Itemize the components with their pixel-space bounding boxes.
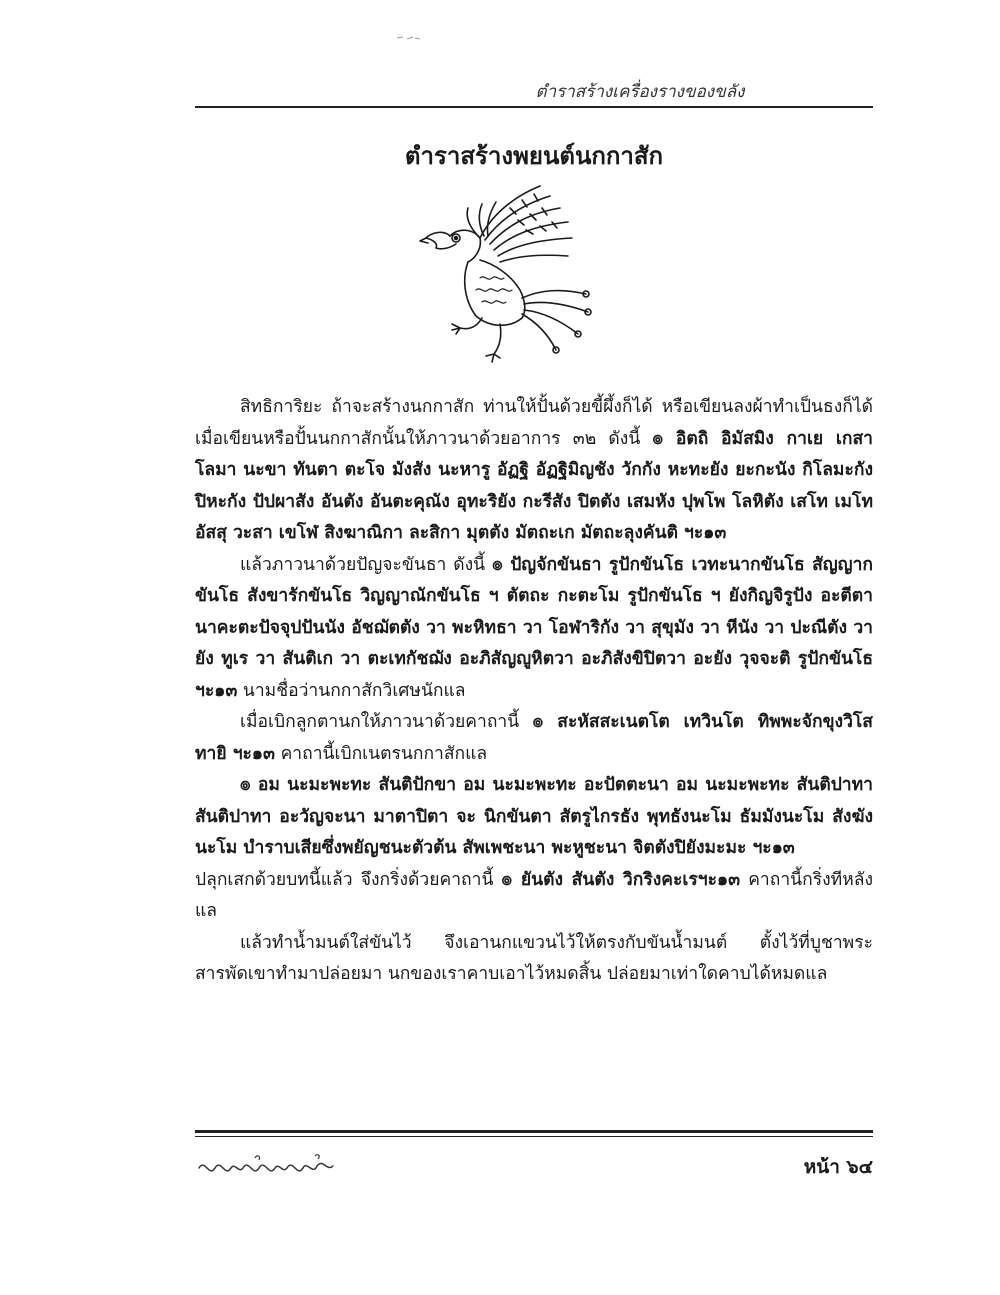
paragraph-5-intro: ปลุกเสกด้วยบทนี้แล้ว จึงกริ่งด้วยคาถานี้: [195, 869, 502, 890]
paragraph-6: แล้วทำน้ำมนต์ใส่ขันไว้ จึงเอานกแขวนไว้ให้ตรงกับขันน้ำมนต์ ตั้งไว้ที่บูชาพระ สารพัดเขาทำมาปล่อยมา นกของเราคาบเอาไว้หมดสิ้น ปล่อยมาเท่าใดคาบได้หมดแล: [195, 932, 873, 984]
page-title: ตำราสร้างพยนต์นกกาสัก: [404, 141, 664, 170]
paragraph-4: [195, 770, 873, 865]
running-header: ตำราสร้างเครื่องรางของขลัง: [535, 82, 745, 102]
handwritten-signature-icon: [195, 1150, 375, 1180]
paragraph-5-tail: คาถานี้กริ่งทีหลังแล: [195, 869, 873, 921]
scan-speck-mark: [395, 34, 421, 42]
paragraph-1-text: สิทธิการิยะ ถ้าจะสร้างนกกาสัก ท่านให้ปั้นด้วยขี้ผึ้งก็ได้ หรือเขียนลงผ้าทำเป็นธงก็ได้ เมื่อเขียนหรือปั้นนกกาสักนั้นให้ภาวนาด้วยอาการ ๓๒ ดังนี้: [195, 397, 873, 449]
paragraph-3-tail: คาถานี้เบิกเนตรนกกาสักแล: [275, 743, 488, 764]
header-rule: [195, 106, 873, 108]
page-number: หน้า ๖๔: [803, 1156, 873, 1178]
paragraph-2: [195, 550, 873, 708]
paragraph-3-mantra: ๏ สะหัสสะเนตโต เทวินโต ทิพพะจักขุงวิโสทายิ ฯะ๑๓: [195, 712, 873, 764]
footer-rule: [195, 1130, 873, 1133]
paragraph-4-mantra: ๏ อม นะมะพะทะ สันติปักขา อม นะมะพะทะ อะปัตตะนา อม นะมะพะทะ สันติปาทา สันติปาทา อะวัญจะนา มาตาปิตา จะ นิกขันตา สัตรูไกรธัง พุทธังนะโม ธัมมังนะโม สังฆังนะโม บำราบเสียซึ่งพยัญชนะตัวต้น สัพเพชะนา พะหูชะนา จิตตังปิยังมะมะ ฯะ๑๓: [195, 775, 873, 858]
footer-rule-thin: [195, 1136, 873, 1137]
paragraph-3-intro: เมื่อเบิกลูกตานกให้ภาวนาด้วยคาถานี้: [240, 712, 533, 732]
paragraph-2-mantra: ๏ ปัญจักขันธา รูปักขันโธ เวทะนากขันโธ สัญญากขันโธ สังขารักขันโธ วิญญาณักขันโธ ฯ ตัตถะ กะตะโม รูปักขันโธ ฯ ยังกิญจิรูปัง อะตีตานาคะตะปัจจุปปันนัง อัชฌัตตัง วา พะหิทธา วา โอฬาริกัง วา สุขุมัง วา หีนัง วา ปะณีตัง วา ยัง ทูเร วา สันติเก วา ตะเทกัชฌัง อะภิสัญญูหิตวา อะภิสังขิปิตวา อะยัง วุจจะติ รูปักขันโธ ฯะ๑๓: [195, 554, 873, 701]
paragraph-2-tail: นามชื่อว่านกกาสักวิเศษนักแล: [237, 680, 466, 701]
bird-yantra-icon: [410, 178, 600, 368]
paragraph-1: [195, 392, 873, 550]
paragraph-1-mantra: ๏ อิตถิ อิมัสมิง กาเย เกสา โลมา นะขา ทันตา ตะโจ มังสัง นะหารู อัฏฐิ อัฏฐิมิญชัง วักกัง หะทะยัง ยะกะนัง กิโลมะกัง ปิหะกัง ปัปผาสัง อันตัง อันตะคุณัง อุทะริยัง กะรีสัง ปิตตัง เสมหัง ปุพโพ โลหิตัง เสโท เมโท อัสสุ วะสา เขโฬ สิงฆาณิกา ละสิกา มุตตัง มัตถะเก มัตถะลุงคันติ ฯะ๑๓: [195, 428, 873, 543]
body-text: [195, 392, 873, 991]
paragraph-5: [195, 865, 873, 928]
paragraph-5-mantra: ๏ ยันตัง สันตัง วิกริงคะเรฯะ๑๓: [501, 869, 741, 890]
paragraph-3: [195, 707, 873, 770]
paragraph-2-intro: แล้วภาวนาด้วยปัญจะขันธา ดังนี้: [240, 554, 493, 575]
